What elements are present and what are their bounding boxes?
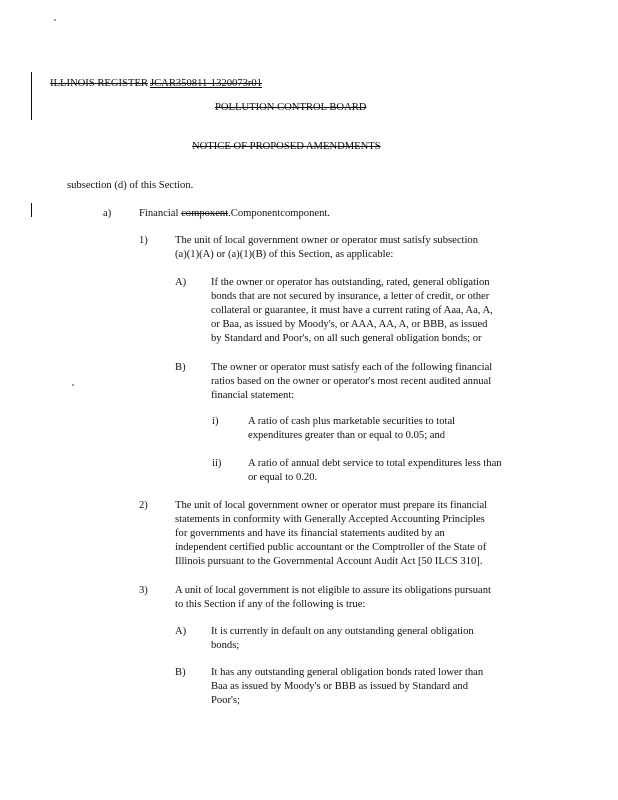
item-3a-label: A) xyxy=(175,626,187,637)
scan-speck xyxy=(54,19,56,21)
text-line: It has any outstanding general obligation bonds rated lower than xyxy=(211,667,484,678)
item-1b-i-text xyxy=(248,415,558,443)
text-line: or Baa, as issued by Moody's, or AAA, AA, A, or BBB, as issued xyxy=(211,319,488,330)
text-line: Baa as issued by Moody's or BBB as issued by Standard and xyxy=(211,681,469,692)
text-line: The unit of local government owner or operator must satisfy subsection xyxy=(175,235,479,246)
subsection-a-title xyxy=(139,207,330,221)
subsection-a-label: a) xyxy=(103,208,112,219)
title-struck: compoxent xyxy=(181,208,229,219)
text-line: The unit of local government owner or operator must prepare its financial xyxy=(175,500,488,511)
notice-title: NOTICE OF PROPOSED AMENDMENTS xyxy=(192,141,381,152)
title-start: Financial xyxy=(139,208,182,219)
change-bar xyxy=(31,72,32,120)
item-1b-ii-text xyxy=(248,457,568,485)
text-line: bonds; xyxy=(211,640,240,651)
item-1b-ii-label: ii) xyxy=(212,458,222,469)
register-prefix: ILLINOIS REGISTER xyxy=(50,78,148,89)
title-rest: .Componentcomponent. xyxy=(228,208,330,219)
item-3b-text xyxy=(211,666,561,708)
text-line: for governments and have its financial statements audited by an xyxy=(175,528,445,539)
text-line: Illinois pursuant to the Governmental Account Audit Act [50 ILCS 310]. xyxy=(175,556,483,567)
text-line: A unit of local government is not eligible to assure its obligations pursuant xyxy=(175,585,492,596)
change-bar xyxy=(31,203,32,217)
register-header xyxy=(50,77,262,91)
text-line: If the owner or operator has outstanding, rated, general obligation xyxy=(211,277,490,288)
text-line: statements in conformity with Generally Accepted Accounting Principles xyxy=(175,514,485,525)
text-line: financial statement: xyxy=(211,390,295,401)
register-code: JCAR350811-1320073r01 xyxy=(149,78,263,89)
item-1b-label: B) xyxy=(175,362,186,373)
item-3-label: 3) xyxy=(139,585,148,596)
text-line: to this Section if any of the following is true: xyxy=(175,599,366,610)
text-line: It is currently in default on any outstanding general obligation xyxy=(211,626,474,637)
item-2-text xyxy=(175,499,565,569)
text-line: ratios based on the owner or operator's most recent audited annual xyxy=(211,376,492,387)
item-1b-i-label: i) xyxy=(212,416,219,427)
text-line: bonds that are not secured by insurance, a letter of credit, or other xyxy=(211,291,490,302)
text-line: A ratio of annual debt service to total expenditures less than xyxy=(248,458,502,469)
text-line: collateral or guarantee, it must have a current rating of Aaa, Aa, A, xyxy=(211,305,493,316)
text-line: Poor's; xyxy=(211,695,240,706)
text-line: expenditures greater than or equal to 0.05; and xyxy=(248,430,446,441)
item-1-label: 1) xyxy=(139,235,148,246)
item-1b-text xyxy=(211,361,561,403)
item-2-label: 2) xyxy=(139,500,148,511)
text-line: by Standard and Poor's, on all such general obligation bonds; or xyxy=(211,333,482,344)
text-line: or equal to 0.20. xyxy=(248,472,318,483)
item-3a-text xyxy=(211,625,561,653)
text-line: independent certified public accountant or the Comptroller of the State of xyxy=(175,542,487,553)
item-3b-label: B) xyxy=(175,667,186,678)
text-line: The owner or operator must satisfy each of the following financial xyxy=(211,362,493,373)
board-name: POLLUTION CONTROL BOARD xyxy=(215,102,367,113)
item-3-text xyxy=(175,584,565,612)
text-line: (a)(1)(A) or (a)(1)(B) of this Section, as applicable: xyxy=(175,249,394,260)
text-line: A ratio of cash plus marketable securities to total xyxy=(248,416,456,427)
item-1a-text xyxy=(211,276,561,346)
lead-in-text: subsection (d) of this Section. xyxy=(67,180,194,191)
item-1-text xyxy=(175,234,555,262)
scan-speck xyxy=(72,384,74,386)
item-1a-label: A) xyxy=(175,277,187,288)
